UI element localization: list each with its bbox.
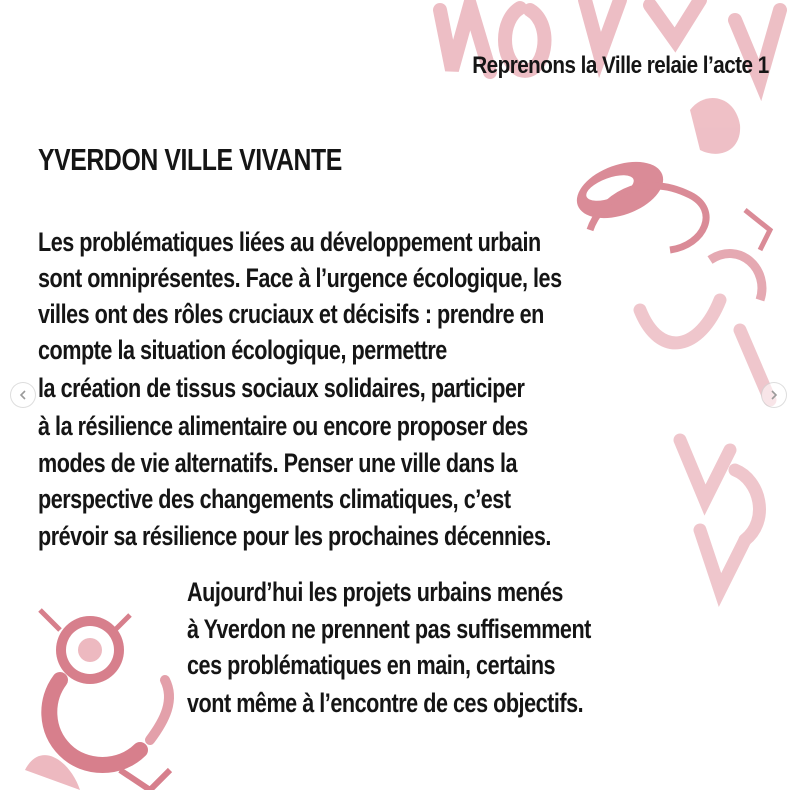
body-line: villes ont des rôles cruciaux et décisifs : prendre en bbox=[38, 299, 544, 329]
body-line: modes de vie alternatifs. Penser une ville dans la bbox=[38, 448, 518, 478]
body-line: à la résilience alimentaire ou encore proposer des bbox=[38, 411, 528, 441]
body-line: Les problématiques liées au développement urbain bbox=[38, 227, 541, 257]
chevron-left-icon bbox=[17, 389, 29, 401]
body-line: ces problématiques en main, certains bbox=[187, 650, 556, 680]
page-title: YVERDON VILLE VIVANTE bbox=[38, 142, 342, 177]
slide-kicker: Reprenons la Ville relaie l’acte 1 bbox=[472, 52, 769, 79]
body-line: perspective des changements climatiques, c’est bbox=[38, 484, 511, 514]
body-line: sont omniprésentes. Face à l’urgence écologique, les bbox=[38, 263, 562, 293]
body-line: Aujourd’hui les projets urbains menés bbox=[187, 577, 563, 607]
right-flower-illustration bbox=[569, 98, 770, 300]
chevron-right-icon bbox=[768, 389, 780, 401]
carousel-next-button[interactable] bbox=[761, 382, 787, 408]
right-lettering-illustration bbox=[640, 300, 770, 590]
carousel-prev-button[interactable] bbox=[10, 382, 36, 408]
body-line: à Yverdon ne prennent pas suffisemment bbox=[187, 614, 591, 644]
bottom-left-creature-illustration bbox=[25, 610, 170, 790]
body-line: compte la situation écologique, permettre bbox=[38, 335, 447, 365]
body-line: la création de tissus sociaux solidaires, participer bbox=[38, 373, 525, 403]
body-line: vont même à l’encontre de ces objectifs. bbox=[187, 688, 584, 718]
body-line: prévoir sa résilience pour les prochaines décennies. bbox=[38, 521, 551, 551]
